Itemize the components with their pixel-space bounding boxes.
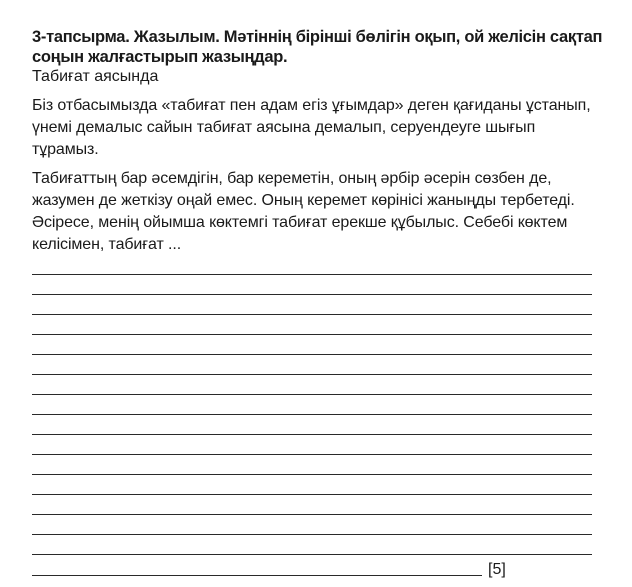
answer-line[interactable] (32, 554, 592, 555)
answer-line[interactable] (32, 434, 592, 435)
answer-line[interactable] (32, 494, 592, 495)
answer-line[interactable] (32, 274, 592, 275)
answer-line[interactable] (32, 394, 592, 395)
score-label: [5] (488, 561, 506, 578)
answer-line[interactable] (32, 474, 592, 475)
text-subtitle: Табиғат аясында (32, 68, 159, 85)
answer-line[interactable] (32, 314, 592, 315)
answer-line[interactable] (32, 354, 592, 355)
answer-line[interactable] (32, 534, 592, 535)
answer-line[interactable] (32, 514, 592, 515)
answer-line[interactable] (32, 374, 592, 375)
answer-line[interactable] (32, 294, 592, 295)
text-paragraph-1: Біз отбасымызда «табиғат пен адам егіз ұғымдар» деген қағиданы ұстанып, үнемі демалыс сайын табиғат аясына демалып, серуендеуге шығып тұрамыз. (32, 97, 591, 158)
answer-line-last[interactable] (32, 575, 482, 576)
answer-line[interactable] (32, 414, 592, 415)
answer-line[interactable] (32, 454, 592, 455)
text-paragraph-2: Табиғаттың бар әсемдігін, бар кереметін, оның әрбір әсерін сөзбен де, жазумен де жеткізу оңай емес. Оның керемет көрінісі жаныңды тербетеді. Әсіресе, менің ойымша көктемгі табиғат ерекше құбылыс. Себебі көктем келісімен, табиғат ... (32, 170, 575, 253)
answer-line[interactable] (32, 334, 592, 335)
task-title: 3-тапсырма. Жазылым. Мәтіннің бірінші бөлігін оқып, ой желісін сақтап соңын жалғастырып жазыңдар. (32, 28, 603, 66)
